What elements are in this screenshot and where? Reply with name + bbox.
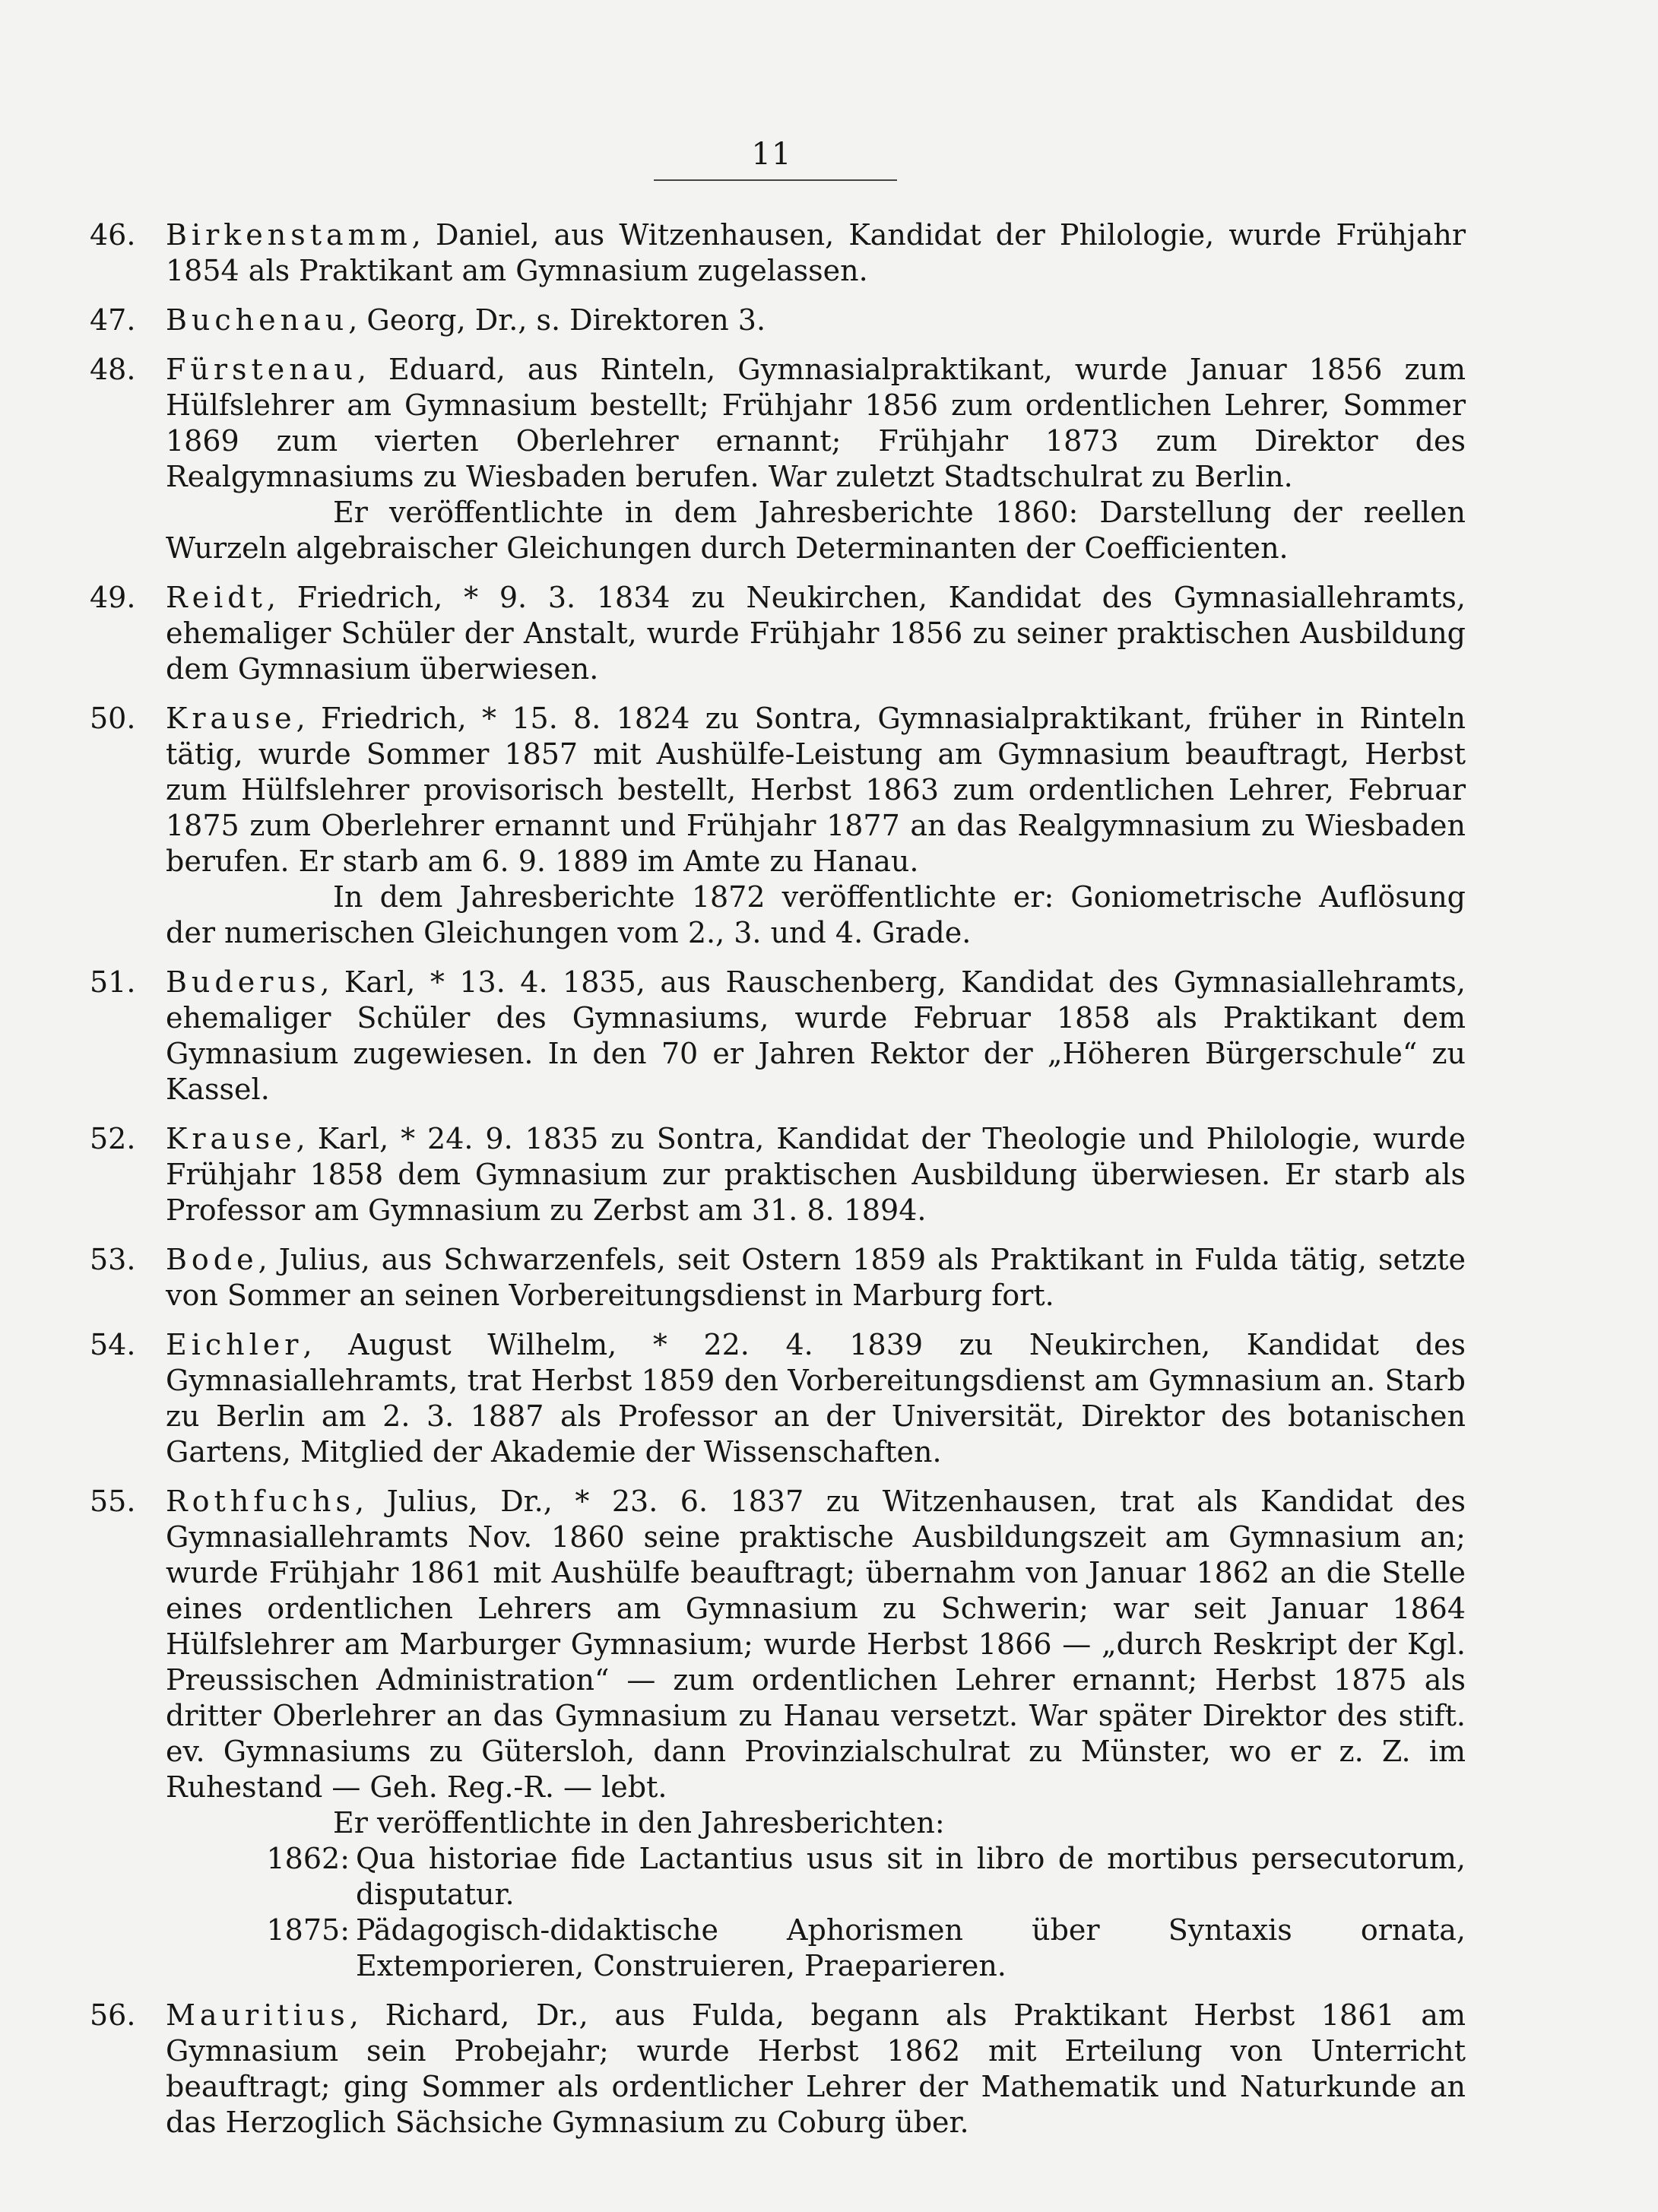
entry-text: , Richard, Dr., aus Fulda, begann als Praktikant Herbst 1861 am Gymnasium sein Probejahr; wurde Herbst 1862 mit Erteilung von Unterricht beauftragt; ging Sommer als ordentlicher Lehrer der Mathematik und Naturkunde an das Herzoglich Sächsiche Gymnasium zu Coburg über.	[166, 1998, 1466, 2139]
entry-name: Birkenstamm	[166, 218, 412, 252]
entry-48	[90, 352, 1466, 566]
entry-text: , Friedrich, * 15. 8. 1824 zu Sontra, Gymnasialpraktikant, früher in Rinteln tätig, wurde Sommer 1857 mit Aushülfe-Leistung am Gymnasium beauftragt, Herbst zum Hülfslehrer provisorisch bestellt, Herbst 1863 zum ordentlichen Lehrer, Februar 1875 zum Oberlehrer ernannt und Frühjahr 1877 an das Realgymnasium zu Wiesbaden berufen. Er starb am 6. 9. 1889 im Amte zu Hanau.	[166, 702, 1466, 878]
entry-number: 49.	[90, 581, 136, 614]
entry-56	[90, 1998, 1466, 2141]
entry-note: Er veröffentlichte in dem Jahresberichte 1860: Darstellung der reellen Wurzeln algebraischer Gleichungen durch Determinanten der Coefficienten.	[166, 496, 1466, 565]
publication-year: 1875:	[266, 1913, 350, 1947]
header-rule	[654, 179, 897, 181]
entry-name: Mauritius	[166, 1998, 350, 2032]
entry-name: Buderus	[166, 965, 321, 999]
entry-text: , Georg, Dr., s. Direktoren 3.	[348, 303, 766, 337]
entry-number: 53.	[90, 1243, 136, 1276]
entry-text: , Julius, Dr., * 23. 6. 1837 zu Witzenhausen, trat als Kandidat des Gymnasiallehramts Nov. 1860 seine praktische Ausbildungszeit am Gymnasium an; wurde Frühjahr 1861 mit Aushülfe beauftragt; übernahm von Januar 1862 an die Stelle eines ordentlichen Lehrers am Gymnasium zu Schwerin; war seit Januar 1864 Hülfslehrer am Marburger Gymnasium; wurde Herbst 1866 — „durch Reskript der Kgl. Preussischen Administration“ — zum ordentlichen Lehrer ernannt; Herbst 1875 als dritter Oberlehrer an das Gymnasium zu Hanau versetzt. War später Direktor des stift. ev. Gymnasiums zu Gütersloh, dann Provinzialschulrat zu Münster, wo er z. Z. im Ruhestand — Geh. Reg.-R. — lebt.	[166, 1485, 1466, 1804]
entry-text: , Daniel, aus Witzenhausen, Kandidat der Philologie, wurde Frühjahr 1854 als Praktikant am Gymnasium zugelassen.	[166, 218, 1466, 287]
publication-title: Qua historiae fide Lactantius usus sit in libro de mortibus persecutorum, disputatur.	[356, 1842, 1466, 1911]
entry-number: 48.	[90, 353, 136, 386]
entry-number: 54.	[90, 1328, 136, 1361]
entry-55	[90, 1484, 1466, 1984]
publication-list	[246, 1841, 1466, 1984]
entry-text: , Karl, * 13. 4. 1835, aus Rauschenberg, Kandidat des Gymnasiallehramts, ehemaliger Schüler des Gymnasiums, wurde Februar 1858 als Praktikant dem Gymnasium zugewiesen. In den 70 er Jahren Rektor der „Höheren Bürgerschule“ zu Kassel.	[166, 965, 1466, 1106]
entry-note: In dem Jahresberichte 1872 veröffentlichte er: Goniometrische Auflösung der numerischen Gleichungen vom 2., 3. und 4. Grade.	[166, 880, 1466, 949]
entry-50	[90, 701, 1466, 951]
entry-52	[90, 1121, 1466, 1228]
entry-46	[90, 217, 1466, 289]
entry-47	[90, 303, 1466, 338]
publication-item	[246, 1841, 1466, 1913]
entry-text: , Julius, aus Schwarzenfels, seit Ostern 1859 als Praktikant in Fulda tätig, setzte von Sommer an seinen Vorbereitungsdienst in Marburg fort.	[166, 1243, 1466, 1312]
entry-name: Rothfuchs	[166, 1485, 356, 1518]
entry-54	[90, 1327, 1466, 1470]
entry-53	[90, 1242, 1466, 1314]
entry-name: Fürstenau	[166, 353, 357, 386]
entry-number: 51.	[90, 965, 136, 999]
entry-number: 56.	[90, 1998, 136, 2032]
entry-49	[90, 580, 1466, 687]
entry-name: Eichler	[166, 1328, 303, 1361]
entry-list	[90, 217, 1466, 2154]
entry-number: 47.	[90, 303, 136, 337]
entry-number: 52.	[90, 1122, 136, 1155]
publication-year: 1862:	[266, 1842, 350, 1875]
entry-name: Buchenau	[166, 303, 349, 337]
entry-name: Krause	[166, 702, 296, 735]
entry-note: Er veröffentlichte in den Jahresberichten:	[333, 1806, 945, 1840]
entry-name: Bode	[166, 1243, 258, 1276]
entry-name: Krause	[166, 1122, 296, 1155]
entry-text: , Karl, * 24. 9. 1835 zu Sontra, Kandidat der Theologie und Philologie, wurde Frühjahr 1858 dem Gymnasium zur praktischen Ausbildung überwiesen. Er starb als Professor am Gymnasium zu Zerbst am 31. 8. 1894.	[166, 1122, 1466, 1227]
entry-number: 50.	[90, 702, 136, 735]
entry-text: , Eduard, aus Rinteln, Gymnasialpraktikant, wurde Januar 1856 zum Hülfslehrer am Gymnasium bestellt; Frühjahr 1856 zum ordentlichen Lehrer, Sommer 1869 zum vierten Oberlehrer ernannt; Frühjahr 1873 zum Direktor des Realgymnasiums zu Wiesbaden berufen. War zuletzt Stadtschulrat zu Berlin.	[166, 353, 1466, 493]
entry-text: , August Wilhelm, * 22. 4. 1839 zu Neukirchen, Kandidat des Gymnasiallehramts, trat Herbst 1859 den Vorbereitungsdienst am Gymnasium an. Starb zu Berlin am 2. 3. 1887 als Professor an der Universität, Direktor des botanischen Gartens, Mitglied der Akademie der Wissenschaften.	[166, 1328, 1466, 1469]
entry-51	[90, 965, 1466, 1108]
publication-title: Pädagogisch-didaktische Aphorismen über Syntaxis ornata, Extemporieren, Construieren, Praeparieren.	[356, 1913, 1466, 1982]
page-number: 11	[751, 137, 792, 172]
entry-name: Reidt	[166, 581, 267, 614]
entry-number: 46.	[90, 218, 136, 252]
publication-item	[246, 1913, 1466, 1984]
entry-number: 55.	[90, 1485, 136, 1518]
entry-text: , Friedrich, * 9. 3. 1834 zu Neukirchen, Kandidat des Gymnasiallehramts, ehemaliger Schüler der Anstalt, wurde Frühjahr 1856 zu seiner praktischen Ausbildung dem Gymnasium überwiesen.	[166, 581, 1466, 686]
